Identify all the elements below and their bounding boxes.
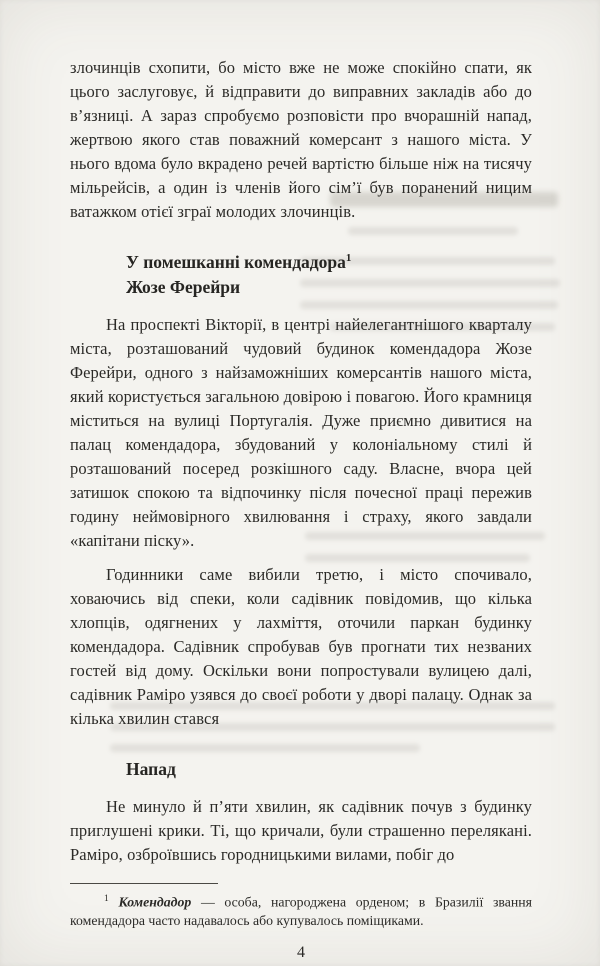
footnote-block xyxy=(70,883,532,930)
paragraph: На проспекті Вікторії, в центрі найелегантнішого кварталу міста, розташований чудовий будинок комендадора Жозе Ферейри, одного з найзаможніших комерсантів нашого міста, який користується загальною довірою і повагою. Його крамниця міститься на вулиці Португалія. Дуже приємно дивитися на палац комендадора, збудований у колоніальному стилі й розташований посеред розкішного саду. Власне, вчора цей затишок спокою та відпочинку після почесної праці пережив годину неймовірного хвилювання і страху, якого завдали «капітани піску». xyxy=(70,315,532,550)
section-title-text: Напад xyxy=(126,759,176,779)
section-title-line2: Жозе Ферейри xyxy=(126,277,241,297)
text-block xyxy=(70,56,532,962)
paragraph-gap xyxy=(70,553,532,563)
intro-paragraph: злочинців схопити, бо місто вже не може спокійно спати, як цього заслуговує, й відправити до виправних закладів або до в’язниці. А зараз спробуємо розповісти про вчорашній напад, жертвою якого став поважний комерсант з нашого міста. У нього вдома було вкрадено речей вартістю більше ніж на тисячу мільрейсів, а один із членів його сім’ї був поранений ницим ватажком отієї зграї молодих злочинців. xyxy=(70,58,532,221)
footnote-term: Комендадор xyxy=(118,894,192,910)
footnote-marker: 1 xyxy=(104,894,109,904)
footnote-text: — особа, нагороджена орденом; в Бразилії звання комендадора часто надавалось або купувалось поміщиками. xyxy=(70,894,533,928)
footnote-separator xyxy=(70,883,218,884)
section-title-line1: У помешканні комендадора xyxy=(126,252,346,272)
footnote xyxy=(70,890,532,930)
footnote-marker-icon: 1 xyxy=(345,252,352,265)
paragraph: Не минуло й п’яти хвилин, як садівник почув з будинку приглушені крики. Ті, що кричали, були страшенно перелякані. Раміро, озброївшись городницькими вилами, побіг до xyxy=(70,797,532,864)
paragraph: Годинники саме вибили третю, і місто спочивало, ховаючись від спеки, коли садівник повідомив, що кілька хлопців, одягнених у лахміття, оточили паркан будинку комендадора. Садівник спробував був прогнати тих незваних гостей від дому. Оскільки вони попростували вулицею далі, садівник Раміро узявся до своєї роботи у дворі палацу. Однак за кілька хвилин стався xyxy=(70,565,532,728)
section-title-residence xyxy=(70,250,532,300)
page-number: 4 xyxy=(297,943,305,961)
section-title-attack xyxy=(70,757,532,782)
